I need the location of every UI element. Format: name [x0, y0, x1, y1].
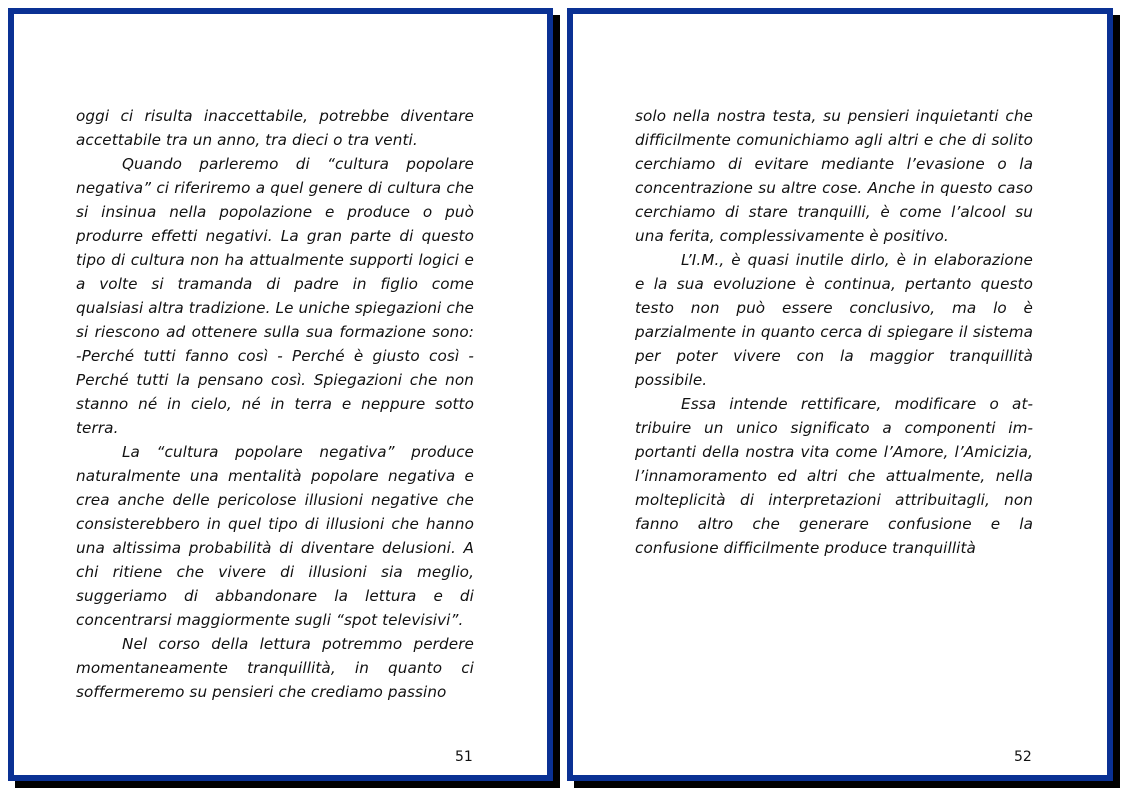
paragraph: Quando parleremo di “cultura popolare negativa” ci riferiremo a quel genere di cultura che si insinua nella popolazione e produce o può produrre effetti negativi. La gran parte di questo tipo di cultura non ha attualmente supporti logici e a volte si tramanda di padre in figlio come qualsiasi altra tradizione. Le uniche spiegazioni che si riescono ad ottenere sulla sua formazione sono: -Perché tutti fanno così - Perché è giusto così - Perché tutti la pensano così. Spiegazioni che non stanno né in cielo, né in terra e neppure sotto terra.: [76, 155, 474, 437]
paragraph: oggi ci risulta inaccettabile, potrebbe diventare accettabile tra un anno, tra dieci o tra venti.: [76, 107, 474, 149]
paragraph: Essa intende rettificare, modificare o attribuire un unico significato a componenti importanti della nostra vita come l’Amore, l’Amicizia, l’innamoramento ed altri che attualmente, nella molteplicità di interpretazioni attribuitagli, non fanno altro che generare confusione e la confusione difficilmente produce tranquillità: [635, 395, 1033, 557]
paragraph: Nel corso della lettura potremmo perdere momentaneamente tranquillità, in quanto ci soffermeremo su pensieri che crediamo passino: [76, 635, 474, 701]
right-page-text: [635, 104, 1033, 560]
paragraph: La “cultura popolare negativa” produce naturalmente una mentalità popolare negativa e crea anche delle pericolose illusioni negative che consisterebbero in quel tipo di illusioni che hanno una altissima probabilità di diventare delusioni. A chi ritiene che vivere di illusioni sia meglio, suggeriamo di abbandonare la lettura e di concentrarsi maggiormente sugli “spot televisivi”.: [76, 443, 474, 629]
page-number: 51: [455, 749, 473, 765]
page-number: 52: [1014, 749, 1032, 765]
paragraph: solo nella nostra testa, su pensieri inquietanti che difficilmente comunichiamo agli altri e che di solito cerchiamo di evitare mediante l’evasione o la concentrazione su altre cose. Anche in questo caso cerchiamo di stare tranquilli, è come l’alcool su una ferita, complessivamente è positivo.: [635, 107, 1033, 245]
paragraph: L’I.M., è quasi inutile dirlo, è in elaborazione e la sua evoluzione è continua, pertanto questo testo non può essere conclusivo, ma lo è parzialmente in quanto cerca di spiegare il sistema per poter vivere con la maggior tranquillità possibile.: [635, 251, 1033, 389]
left-page: [8, 8, 553, 781]
left-page-text: [76, 104, 474, 704]
right-page: [567, 8, 1113, 781]
